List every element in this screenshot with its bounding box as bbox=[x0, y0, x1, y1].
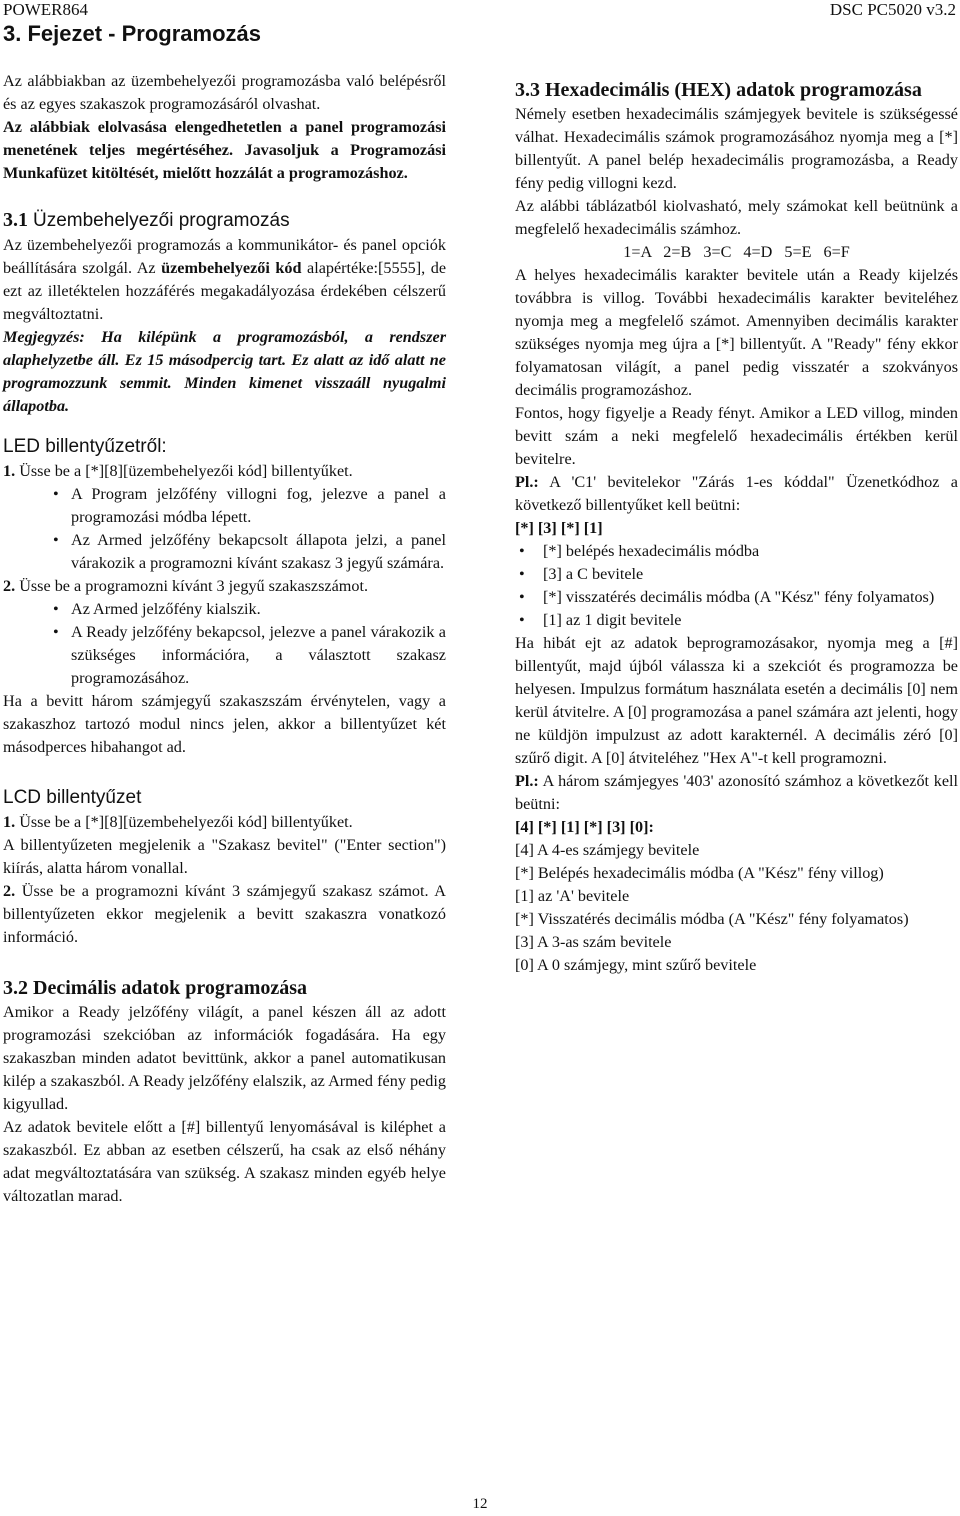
s31-rest: alapértéke:[5555], de ezt az illetéktelen hozzáférés megakadályozása érdekében célszerű megváltoztatni. bbox=[3, 259, 446, 323]
hex-table: 1=A 2=B 3=C 4=D 5=E 6=F bbox=[623, 243, 850, 261]
right-column bbox=[515, 70, 958, 977]
led-step-1 bbox=[3, 460, 446, 483]
header-model: DSC PC5020 v3.2 bbox=[829, 0, 956, 19]
list-item: • A Ready jelzőfény bekapcsol, jelezve a panel várakozik a szükséges információra, a választott szakasz programozásához. bbox=[3, 621, 446, 690]
intro-bold: Az alábbiak elolvasása elengedhetetlen a panel programozási menetének teljes megértéséhez. Javasoljuk a Programozási Munkafüzet kitöltését, mielőtt hozzálát a programozáshoz. bbox=[3, 118, 446, 182]
s31-bold: üzembehelyezői kód bbox=[161, 259, 302, 277]
example-text: A három számjegyes '403' azonosító számhoz a következőt kell beütni: bbox=[515, 772, 958, 813]
step-text: Üsse be a [*][8][üzembehelyezői kód] billentyűket. bbox=[19, 462, 353, 480]
lcd-step-2 bbox=[3, 880, 446, 949]
example-1 bbox=[515, 471, 958, 517]
section-title: Decimális adatok programozása bbox=[33, 977, 308, 999]
s31-text: Az üzembehelyezői programozás a kommunikátor- és panel opciók beállítására szolgál. Az bbox=[3, 236, 446, 277]
section-number: 3.2 bbox=[3, 977, 28, 999]
section-title: Üzembehelyezői programozás bbox=[33, 210, 290, 231]
intro-text: Az alábbiakban az üzembehelyezői programozásba való belépésről és az egyes szakaszok programozásáról olvashat. bbox=[3, 72, 446, 113]
s31-note: Megjegyzés: Ha kilépünk a programozásból, a rendszer alaphelyzetbe áll. Ez 15 másodpercig tart. Ez alatt az idő alatt ne programozzunk semmit. Minden kimenet visszaáll nyugalmi állapotba. bbox=[3, 328, 446, 415]
list-item: • [*] visszatérés decimális módba (A "Kész" fény folyamatos) bbox=[515, 586, 958, 609]
example-text: A 'C1' bevitelekor "Zárás 1-es kóddal" Üzenetkódhoz a következő billentyűket kell beütni: bbox=[515, 473, 958, 514]
s32-paragraph-2: Az adatok bevitele előtt a [#] billentyű lenyomásával is kiléphet a szakaszból. Ez abban az esetben célszerű, ha csak az első néhány adat megváltoztatására van szükség. A szakasz minden egyéb helye változatlan marad. bbox=[3, 1118, 446, 1205]
example-label: Pl.: bbox=[515, 473, 539, 491]
section-number: 3.1 bbox=[3, 209, 28, 231]
example-2-line: [*] Visszatérés decimális módba (A "Kész" fény folyamatos) bbox=[515, 910, 909, 928]
s31-paragraph bbox=[3, 234, 446, 326]
list-item: • Az Armed jelzőfény kialszik. bbox=[3, 598, 446, 621]
example-2-line: [1] az 'A' bevitele bbox=[515, 887, 630, 905]
section-3-1-heading bbox=[3, 207, 446, 234]
page-header bbox=[0, 0, 960, 52]
example-2-keys: [4] [*] [1] [*] [3] [0]: bbox=[515, 818, 654, 836]
hex-paragraph-3: A helyes hexadecimális karakter bevitele után a Ready kijelzés továbbra is villog. További hexadecimális karakter beviteléhez nyomja meg a megfelelő számot. Amennyiben decimális karakter szükséges nyomja meg újra a [*] billentyűt. A "Ready" fény ekkor folyamatosan világít, a panel pedig visszatér a szokványos decimális programozáshoz. bbox=[515, 266, 958, 399]
example-1-keys: [*] [3] [*] [1] bbox=[515, 519, 603, 537]
hex-paragraph-5: Ha hibát ejt az adatok beprogramozásakor, nyomja meg a [#] billentyűt, majd újból válassza ki a szekciót és programozza be helyesen. Impulzus formátum használata esetén a decimális [0] nem kerül átvitelre. A [0] programozása a panel számára azt jelenti, hogy ne küldjön impulzust az adott karakternél. A decimális zéró [0] szűrő digit. A [0] átviteléhez "Hex A"-t kell programozni. bbox=[515, 634, 958, 767]
step-text: Üsse be a programozni kívánt 3 jegyű szakaszszámot. bbox=[19, 577, 369, 595]
list-item: • Az Armed jelzőfény bekapcsolt állapota jelzi, a panel várakozik a programozni kívánt szakasz 3 jegyű számára. bbox=[3, 529, 446, 575]
led-error-text: Ha a bevitt három számjegyű szakaszszám érvénytelen, vagy a szakaszhoz tartozó modul nincs jelen, akkor a billentyűzet két másodperces hibahangot ad. bbox=[3, 692, 446, 756]
s32-paragraph-1: Amikor a Ready jelzőfény világít, a panel készen áll az adott programozási szekcióban az információk fogadására. Ha egy szakaszban minden adatot bevittünk, akkor a panel automatikusan kilép a szakaszból. A Ready jelzőfény elalszik, az Armed fény pedig kigyullad. bbox=[3, 1003, 446, 1113]
step-text: Üsse be a [*][8][üzembehelyezői kód] billentyűket. bbox=[19, 813, 353, 831]
list-item: • [*] belépés hexadecimális módba bbox=[515, 540, 958, 563]
step-number: 2. bbox=[3, 882, 16, 900]
left-column bbox=[3, 70, 446, 1208]
section-3-2-heading bbox=[3, 975, 446, 1001]
example-2-line: [*] Belépés hexadecimális módba (A "Kész" fény villog) bbox=[515, 864, 884, 882]
list-item: • [3] a C bevitele bbox=[515, 563, 958, 586]
example-2-line: [4] A 4-es számjegy bevitele bbox=[515, 841, 700, 859]
example-label: Pl.: bbox=[515, 772, 539, 790]
page-number: 12 bbox=[472, 1496, 488, 1512]
list-item: • [1] az 1 digit bevitele bbox=[515, 609, 958, 632]
header-product: POWER864 bbox=[3, 0, 88, 19]
list-item: • A Program jelzőfény villogni fog, jelezve a panel a programozási módba lépett. bbox=[3, 483, 446, 529]
led-step-2-list bbox=[3, 598, 446, 690]
led-heading: LED billentyűzetről: bbox=[3, 436, 167, 457]
lcd-heading: LCD billentyűzet bbox=[3, 787, 142, 808]
example-2 bbox=[515, 770, 958, 816]
example-1-list bbox=[515, 540, 958, 632]
lcd-step-1 bbox=[3, 811, 446, 834]
led-step-2 bbox=[3, 575, 446, 598]
hex-paragraph-2: Az alábbi táblázatból kiolvasható, mely számokat kell beütnünk a megfelelő hexadecimális számhoz. bbox=[515, 197, 958, 238]
section-3-3-heading: 3.3 Hexadecimális (HEX) adatok programozása bbox=[515, 79, 922, 101]
example-2-line: [0] A 0 számjegy, mint szűrő bevitele bbox=[515, 956, 757, 974]
chapter-title: 3. Fejezet - Programozás bbox=[3, 21, 261, 46]
hex-paragraph-4: Fontos, hogy figyelje a Ready fényt. Amikor a LED villog, minden bevitt szám a neki megfelelő hexadecimális értékben kerül bevitelre. bbox=[515, 404, 958, 468]
lcd-step-1-text: A billentyűzeten megjelenik a "Szakasz bevitel" ("Enter section") kiírás, alatta három vonallal. bbox=[3, 836, 446, 877]
hex-paragraph-1: Némely esetben hexadecimális számjegyek bevitele is szükségessé válhat. Hexadecimális számok programozásához nyomja meg a [*] billentyűt. A panel belép hexadecimális programozásba, a Ready fény pedig villogni kezd. bbox=[515, 105, 958, 192]
example-2-line: [3] A 3-as szám bevitele bbox=[515, 933, 672, 951]
step-number: 2. bbox=[3, 577, 16, 595]
step-number: 1. bbox=[3, 813, 16, 831]
led-step-1-list bbox=[3, 483, 446, 575]
step-text: Üsse be a programozni kívánt 3 számjegyű szakasz számot. A billentyűzeten ekkor megjelenik a bevitt szakaszra vonatkozó információ. bbox=[3, 882, 446, 946]
step-number: 1. bbox=[3, 462, 16, 480]
